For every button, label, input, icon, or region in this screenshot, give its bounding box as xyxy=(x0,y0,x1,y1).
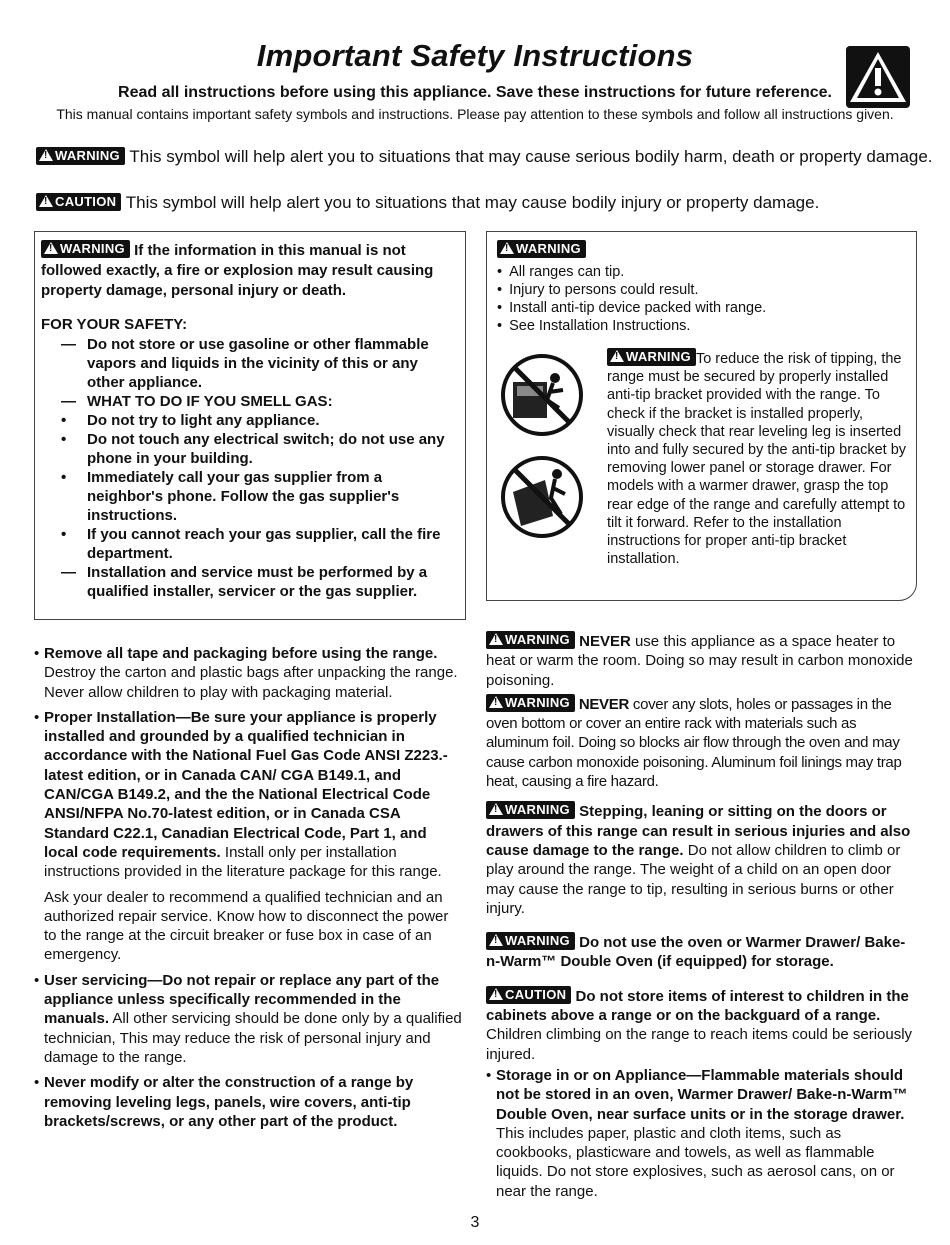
alert-icon xyxy=(39,195,53,207)
user-servicing-paragraph: • User servicing—Do not repair or replace any part of the appliance unless specifically recommended in the manuals. All other servicing should be done only by a qualified technician, This may reduce the risk of personal injury and damage to the range. xyxy=(34,971,462,1066)
warning-badge: !WARNING xyxy=(497,240,586,258)
right-column xyxy=(486,631,918,1201)
storage-appliance-paragraph: • Storage in or on Appliance—Flammable materials should not be stored in an oven, Warmer Drawer/ Bake-n-Warm™ Double Oven, near surface units or in the storage drawer. This includes paper, plastic and cloth items, such as cookbooks, plasticware and towels, as well as flammable liquids. Do not store explosives, such as aerosol cans, on or near the range. xyxy=(486,1066,908,1200)
children-caution: !CAUTION Do not store items of interest to children in the cabinets above a range or on the backguard of a range. Children climbing on the range to reach items could be seriously injured. xyxy=(486,986,918,1064)
subtitle: Read all instructions before using this appliance. Save these instructions for future reference. xyxy=(118,84,832,101)
list-item: • Immediately call your gas supplier from a neighbor's phone. Follow the gas supplier's instructions. xyxy=(61,469,400,524)
warning-symbol-text: This symbol will help alert you to situations that may cause serious bodily harm, death or property damage. xyxy=(129,147,933,166)
warning-badge: !WARNING xyxy=(36,147,125,165)
list-item: • See Installation Instructions. xyxy=(497,317,906,335)
storage-warning: !WARNING Do not use the oven or Warmer Drawer/ Bake-n-Warm™ Double Oven (if equipped) for storage. xyxy=(486,932,918,972)
list-item: • Do not try to light any appliance. xyxy=(61,412,320,429)
child-on-door-prohibited-icon xyxy=(499,352,585,438)
alert-icon xyxy=(489,934,503,946)
warning-badge: !WARNING xyxy=(486,631,575,649)
dealer-paragraph: Ask your dealer to recommend a qualified technician and an authorized repair service. Know how to disconnect the power to the range at the circuit breaker or fuse box in case of an emergency. xyxy=(44,888,449,964)
page-number: 3 xyxy=(470,1214,480,1231)
warning-badge: !WARNING xyxy=(486,694,575,712)
warning-badge: !WARNING xyxy=(41,240,130,258)
alert-icon xyxy=(44,242,58,254)
gas-warning-lead: !WARNING If the information in this manual is not followed exactly, a fire or explosion may result causing property damage, personal injury or death. xyxy=(41,240,459,301)
page-title: Important Safety Instructions xyxy=(256,38,694,73)
anti-tip-box xyxy=(486,231,917,601)
list-item: • Injury to persons could result. xyxy=(497,281,906,299)
tip-bullets xyxy=(497,263,906,335)
warning-badge: !WARNING xyxy=(607,348,696,366)
warning-badge: !WARNING xyxy=(486,932,575,950)
never-modify-paragraph: • Never modify or alter the construction of a range by removing leveling legs, panels, wire covers, anti-tip brackets/screws, or any other part of the product. xyxy=(34,1074,414,1130)
alert-icon xyxy=(489,803,503,815)
list-item: • If you cannot reach your gas supplier, call the fire department. xyxy=(61,526,441,562)
intro-text: This manual contains important safety symbols and instructions. Please pay attention to these symbols and follow all instructions given. xyxy=(56,106,894,122)
list-item: • Install anti-tip device packed with range. xyxy=(497,299,906,317)
gas-safety-box xyxy=(34,231,466,620)
alert-icon xyxy=(489,696,503,708)
installation-paragraph: • Proper Installation—Be sure your appliance is properly installed and grounded by a qualified technician in accordance with the National Fuel Gas Code ANSI Z223.- latest edition, or in Canada CAN/ CGA B149.1, and CAN/CGA B149.2, and the the National Electrical Code ANSI/NFPA No.70-latest edition, or in Canada CSA Standard C22.1, Canadian Electrical Code, Part 1, and local code requirements. Install only per installation instructions provided in the literature package for this range. xyxy=(34,708,448,881)
list-item: • Do not touch any electrical switch; do not use any phone in your building. xyxy=(61,431,445,467)
left-column xyxy=(34,644,464,1131)
safety-heading: FOR YOUR SAFETY: xyxy=(41,316,188,333)
caution-badge: !CAUTION xyxy=(36,193,121,211)
child-climbing-prohibited-icon xyxy=(499,454,585,540)
alert-icon xyxy=(39,149,53,161)
alert-icon xyxy=(489,633,503,645)
safety-list xyxy=(41,335,459,601)
alert-icon xyxy=(610,350,624,362)
warning-symbol-line xyxy=(36,147,933,167)
caution-symbol-line xyxy=(36,193,819,213)
list-item: — Installation and service must be performed by a qualified installer, servicer or the gas supplier. xyxy=(61,564,428,600)
space-heater-warning: !WARNING NEVER use this appliance as a space heater to heat or warm the room. Doing so may result in carbon monoxide poisoning. xyxy=(486,631,918,690)
warning-badge: !WARNING xyxy=(486,801,575,819)
alert-icon xyxy=(489,988,503,1000)
stepping-warning: !WARNING Stepping, leaning or sitting on the doors or drawers of this range can result in serious injuries and also cause damage to the range. Do not allow children to climb or play around the range. The weight of a child on an open door may cause the range to tip, resulting in serious burns or other injury. xyxy=(486,801,918,918)
caution-badge: !CAUTION xyxy=(486,986,571,1004)
foil-warning: !WARNING NEVER cover any slots, holes or passages in the oven bottom or cover an entire rack with materials such as aluminum foil. Doing so blocks air flow through the oven and may cause carbon monoxide poisoning. Aluminum foil linings may trap heat, causing a fire hazard. xyxy=(486,694,918,791)
alert-icon xyxy=(500,242,514,254)
list-item: — WHAT TO DO IF YOU SMELL GAS: xyxy=(61,393,333,410)
packaging-paragraph: • Remove all tape and packaging before using the range. Destroy the carton and plastic bags after unpacking the range. Never allow children to play with packaging material. xyxy=(34,645,458,701)
list-item: • All ranges can tip. xyxy=(497,263,906,281)
list-item: — Do not store or use gasoline or other flammable vapors and liquids in the vicinity of this or any other appliance. xyxy=(61,336,429,391)
anti-tip-instructions: !WARNING To reduce the risk of tipping, the range must be secured by properly installed anti-tip bracket provided with the range. To check if the bracket is installed properly, visually check that rear leveling leg is inserted into and fully secured by the anti-tip bracket by removing lower panel or storage drawer. For models with a warmer drawer, grasp the top rear edge of the range and carefully attempt to tilt it forward. Refer to the installation instructions for proper anti-tip bracket installation. xyxy=(607,348,907,568)
caution-symbol-text: This symbol will help alert you to situations that may cause bodily injury or property damage. xyxy=(125,193,820,212)
